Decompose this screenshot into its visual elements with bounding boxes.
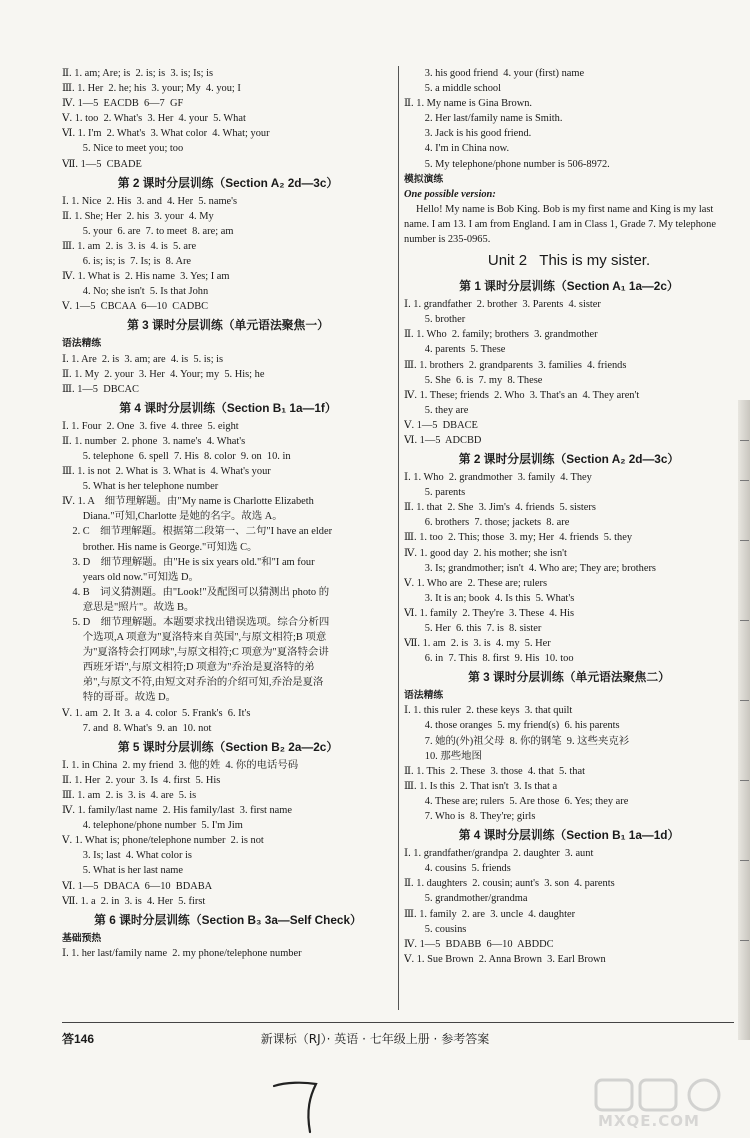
answer-line: 5. they are: [404, 404, 469, 416]
answer-line: Ⅴ. 1—5 CBCAA 6—10 CADBC: [62, 301, 209, 313]
answer-line: 3. Is; grandmother; isn't 4. Who are; They are; brothers: [404, 562, 656, 574]
handwritten-seven-mark: [270, 1080, 330, 1136]
answer-line: Ⅵ. 1—5 ADCBD: [404, 434, 482, 446]
answer-line: Ⅰ. 1. this ruler 2. these keys 3. that quilt: [404, 705, 573, 717]
answer-line: 4. cousins 5. friends: [404, 863, 511, 875]
watermark-text: MXQE.COM: [598, 1112, 700, 1130]
answer-line: Ⅱ. 1. My 2. your 3. Her 4. Your; my 5. His; he: [62, 368, 265, 380]
answer-line: Ⅵ. 1. I'm 2. What's 3. What color 4. What; your: [62, 128, 270, 140]
answer-line: 4. No; she isn't 5. Is that John: [62, 286, 209, 298]
section-heading: 第 3 课时分层训练（单元语法聚焦一）: [127, 318, 329, 333]
column-divider: [398, 66, 399, 1010]
answer-line: Ⅲ. 1. too 2. This; those 3. my; Her 4. friends 5. they: [404, 532, 633, 544]
answer-line: Ⅲ. 1. am 2. is 3. is 4. is 5. are: [62, 240, 197, 252]
answer-line: Ⅱ. 1. daughters 2. cousin; aunt's 3. son 4. parents: [404, 878, 615, 890]
answer-line: Ⅵ. 1. family 2. They're 3. These 4. His: [404, 607, 575, 619]
answer-line: Ⅶ. 1. am 2. is 3. is 4. my 5. Her: [404, 638, 551, 650]
answer-line: Ⅱ. 1. She; Her 2. his 3. your 4. My: [62, 210, 214, 222]
answer-line: Ⅳ. 1. good day 2. his mother; she isn't: [404, 547, 567, 559]
sample-paragraph: Hello! My name is Bob King. Bob is my first name and King is my last name. I am 13. I am from England. I am in Class 1, Grade 7. My telephone number is 235-0965.: [404, 203, 716, 246]
answer-line: 5. a middle school: [404, 83, 501, 95]
answer-line: Ⅴ. 1—5 DBACE: [404, 419, 478, 431]
section-heading: 第 2 课时分层训练（Section A₂ 2d—3c）: [458, 452, 680, 467]
answer-line: Ⅲ. 1. is not 2. What is 3. What is 4. What's your: [62, 466, 271, 478]
answer-line: 为"夏洛特会打网球",与原文相符;C 项意为"夏洛特会讲: [62, 647, 329, 659]
answer-line: 5. your 6. are 7. to meet 8. are; am: [62, 225, 234, 237]
section-heading: 第 1 课时分层训练（Section A₁ 1a—2c）: [459, 279, 679, 294]
answer-line: 个选项,A 项意为"夏洛特来自英国",与原文相符;B 项意: [62, 632, 327, 644]
left-column: [62, 66, 394, 961]
answer-line: 10. 那些地图: [404, 750, 482, 762]
section-heading: 第 4 课时分层训练（Section B₁ 1a—1d）: [458, 828, 680, 843]
answer-line: Ⅱ. 1. number 2. phone 3. name's 4. What's: [62, 435, 246, 447]
answer-line: 7. and 8. What's 9. an 10. not: [62, 722, 212, 734]
answer-line: 弟",与原文不符,由短文对乔治的介绍可知,乔治是夏洛: [62, 677, 324, 689]
answer-line: Ⅵ. 1—5 DBACA 6—10 BDABA: [62, 880, 213, 892]
answer-line: 4. telephone/phone number 5. I'm Jim: [62, 820, 243, 832]
answer-line: Ⅲ. 1. brothers 2. grandparents 3. families 4. friends: [404, 359, 627, 371]
answer-line: Ⅳ. 1—5 BDABB 6—10 ABDDC: [404, 938, 554, 950]
answer-line: 6. in 7. This 8. first 9. His 10. too: [404, 653, 574, 665]
answer-line: Ⅳ. 1—5 EACDB 6—7 GF: [62, 98, 184, 110]
answer-line: 5. D 细节理解题。本题要求找出错误选项。综合分析四: [62, 617, 330, 628]
answer-line: Ⅴ. 1. am 2. It 3. a 4. color 5. Frank's 6. It's: [62, 707, 251, 719]
answer-line: Ⅲ. 1. family 2. are 3. uncle 4. daughter: [404, 908, 576, 920]
subsection-label: 模拟演练: [404, 173, 444, 185]
unit-title: Unit 2 This is my sister.: [487, 252, 651, 270]
answer-line: 7. Who is 8. They're; girls: [404, 811, 536, 823]
answer-line: Ⅱ. 1. Her 2. your 3. Is 4. first 5. His: [62, 774, 221, 786]
answer-line: 5. My telephone/phone number is 506-8972.: [404, 158, 610, 170]
answer-line: 5. What is her last name: [62, 865, 184, 877]
answer-line: 6. is; is; is 7. Is; is 8. Are: [62, 256, 192, 268]
sample-label: One possible version:: [404, 188, 496, 200]
answer-line: Ⅴ. 1. too 2. What's 3. Her 4. your 5. What: [62, 113, 246, 125]
answer-line: Diana."可知,Charlotte 是她的名字。故选 A。: [62, 511, 283, 523]
answer-line: 5. grandmother/grandma: [404, 893, 528, 905]
answer-line: Ⅰ. 1. grandfather/grandpa 2. daughter 3. aunt: [404, 848, 594, 860]
page-number: 答146: [62, 1032, 95, 1046]
answer-line: Ⅳ. 1. family/last name 2. His family/last 3. first name: [62, 805, 292, 817]
footer-rule: [62, 1022, 734, 1023]
answer-line: 7. 她的(外)祖父母 8. 你的钢笔 9. 这些夹克衫: [404, 735, 630, 747]
answer-line: 4. parents 5. These: [404, 344, 506, 356]
answer-line: Ⅳ. 1. A 细节理解题。由"My name is Charlotte Elizabeth: [62, 496, 314, 508]
section-heading: 第 2 课时分层训练（Section A₂ 2d—3c）: [117, 175, 339, 190]
answer-line: 特的哥哥。故选 D。: [62, 692, 177, 704]
answer-line: 5. telephone 6. spell 7. His 8. color 9. on 10. in: [62, 450, 291, 462]
subsection-label: 语法精练: [62, 338, 102, 350]
answer-line: 5. parents: [404, 487, 466, 499]
subsection-label: 基础预热: [62, 932, 102, 944]
answer-line: Ⅴ. 1. Who are 2. These are; rulers: [404, 577, 548, 589]
section-heading: 第 5 课时分层训练（Section B₂ 2a—2c）: [117, 739, 339, 754]
answer-line: 4. I'm in China now.: [404, 143, 510, 155]
answer-line: 3. D 细节理解题。由"He is six years old."和"I am four: [62, 556, 315, 568]
answer-line: Ⅰ. 1. Four 2. One 3. five 4. three 5. eight: [62, 420, 239, 432]
answer-line: 4. B 词义猜测题。由"Look!"及配图可以猜测出 photo 的: [62, 586, 330, 598]
answer-line: 5. Her 6. this 7. is 8. sister: [404, 623, 542, 634]
watermark-emblem-icon: [588, 1076, 738, 1116]
answer-line: 西班牙语",与原文相符;D 项意为"乔治是夏洛特的弟: [62, 662, 315, 674]
answer-line: Ⅳ. 1. These; friends 2. Who 3. That's an 4. They aren't: [404, 389, 640, 401]
answer-line: Ⅲ. 1. am 2. is 3. is 4. are 5. is: [62, 789, 197, 801]
answer-line: 2. C 细节理解题。根据第二段第一、二句"I have an elder: [62, 526, 333, 538]
answer-line: 意思是"照片"。故选 B。: [62, 601, 195, 613]
answer-line: 3. his good friend 4. your (first) name: [404, 68, 585, 79]
answer-line: Ⅶ. 1. a 2. in 3. is 4. Her 5. first: [62, 895, 206, 907]
page-edge-strip: [738, 400, 750, 1040]
answer-line: 3. It is an; book 4. Is this 5. What's: [404, 592, 575, 604]
answer-line: Ⅱ. 1. that 2. She 3. Jim's 4. friends 5. sisters: [404, 502, 596, 514]
section-heading: 第 3 课时分层训练（单元语法聚焦二）: [468, 670, 670, 685]
answer-line: 4. These are; rulers 5. Are those 6. Yes; they are: [404, 795, 629, 807]
answer-line: Ⅴ. 1. What is; phone/telephone number 2. is not: [62, 835, 264, 847]
answer-line: Ⅰ. 1. grandfather 2. brother 3. Parents 4. sister: [404, 299, 601, 311]
answer-line: Ⅱ. 1. am; Are; is 2. is; is 3. is; Is; is: [62, 68, 214, 79]
answer-line: 5. brother: [404, 314, 466, 326]
subsection-label: 语法精练: [404, 690, 444, 702]
answer-line: Ⅱ. 1. My name is Gina Brown.: [404, 98, 532, 110]
book-title: 新课标（RJ）· 英语 · 七年级上册 · 参考答案: [260, 1032, 490, 1046]
section-heading: 第 4 课时分层训练（Section B₁ 1a—1f）: [119, 400, 337, 415]
answer-line: 5. Nice to meet you; too: [62, 143, 184, 155]
page-footer: [0, 1028, 750, 1050]
answer-line: Ⅴ. 1. Sue Brown 2. Anna Brown 3. Earl Brown: [404, 953, 606, 965]
right-column: [404, 66, 734, 967]
answer-line: Ⅲ. 1. Is this 2. That isn't 3. Is that a: [404, 780, 558, 792]
answer-line: 5. She 6. is 7. my 8. These: [404, 374, 543, 386]
answer-line: 5. What is her telephone number: [62, 481, 219, 493]
answer-line: Ⅰ. 1. her last/family name 2. my phone/telephone number: [62, 947, 302, 959]
answer-line: Ⅰ. 1. Who 2. grandmother 3. family 4. They: [404, 472, 592, 484]
answer-line: Ⅰ. 1. in China 2. my friend 3. 他的姓 4. 你的电话号码: [62, 759, 299, 771]
section-heading: 第 6 课时分层训练（Section B₃ 3a—Self Check）: [94, 912, 362, 927]
answer-line: brother. His name is George."可知选 C。: [62, 541, 258, 553]
answer-line: Ⅰ. 1. Are 2. is 3. am; are 4. is 5. is; is: [62, 353, 224, 365]
answer-line: 2. Her last/family name is Smith.: [404, 113, 563, 125]
answer-line: Ⅱ. 1. This 2. These 3. those 4. that 5. that: [404, 765, 585, 777]
answer-line: Ⅱ. 1. Who 2. family; brothers 3. grandmother: [404, 329, 598, 341]
answer-line: Ⅲ. 1—5 DBCAC: [62, 383, 139, 395]
answer-line: Ⅶ. 1—5 CBADE: [62, 158, 142, 170]
answer-line: Ⅲ. 1. Her 2. he; his 3. your; My 4. you; I: [62, 83, 241, 95]
answer-line: 3. Is; last 4. What color is: [62, 850, 192, 862]
answer-line: years old now."可知选 D。: [62, 571, 199, 583]
watermark-logo: [588, 1076, 738, 1136]
answer-line: Ⅰ. 1. Nice 2. His 3. and 4. Her 5. name's: [62, 195, 238, 207]
answer-line: 3. Jack is his good friend.: [404, 128, 532, 140]
answer-line: 5. cousins: [404, 923, 467, 935]
answer-line: 6. brothers 7. those; jackets 8. are: [404, 517, 570, 529]
answer-line: 4. those oranges 5. my friend(s) 6. his parents: [404, 720, 620, 732]
answer-line: Ⅳ. 1. What is 2. His name 3. Yes; I am: [62, 271, 230, 283]
